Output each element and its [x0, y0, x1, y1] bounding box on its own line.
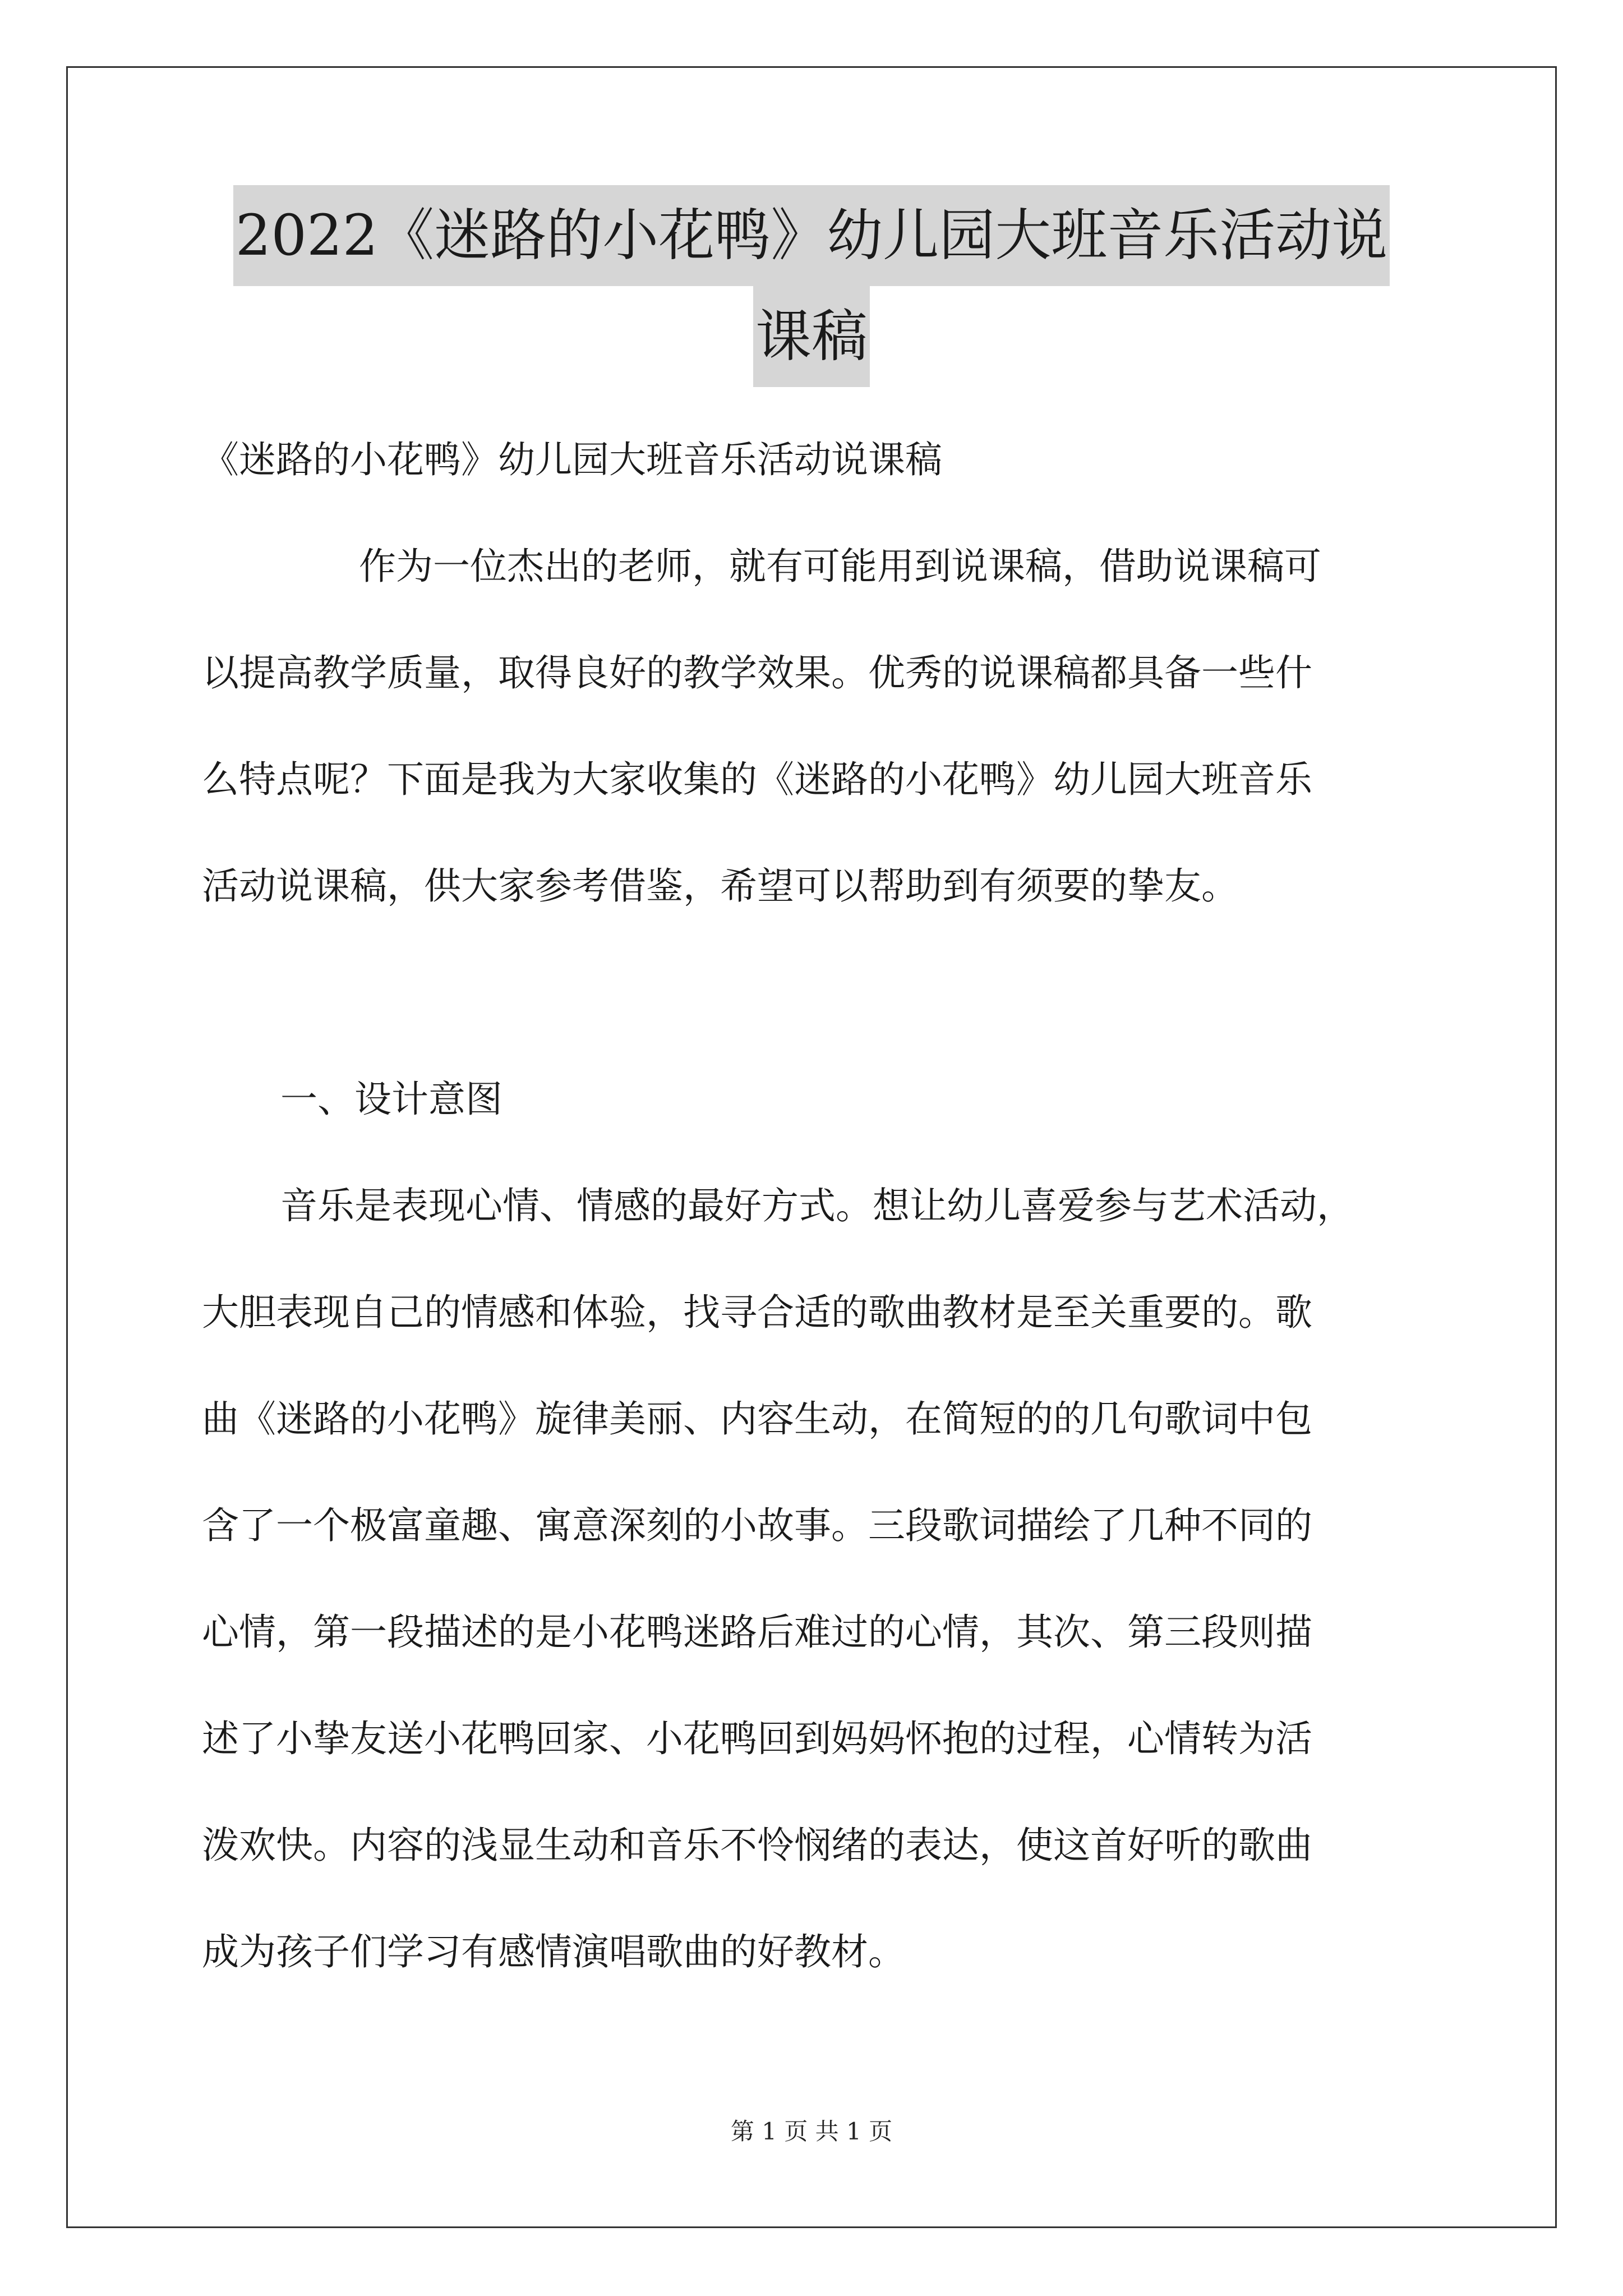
- body-line: 音乐是表现心情、情感的最好方式。想让幼儿喜爱参与艺术活动，: [280, 1184, 1354, 1227]
- section-heading: 一、设计意图: [280, 1078, 502, 1121]
- body-line: 大胆表现自己的情感和体验，找寻合适的歌曲教材是至关重要的。歌: [202, 1291, 1312, 1334]
- body-line: 曲《迷路的小花鸭》旋律美丽、内容生动，在简短的的几句歌词中包: [202, 1397, 1312, 1441]
- body-line: 心情，第一段描述的是小花鸭迷路后难过的心情，其次、第三段则描: [202, 1611, 1312, 1654]
- body-line: 泼欢快。内容的浅显生动和音乐不怜悯绪的表达，使这首好听的歌曲: [202, 1824, 1312, 1867]
- intro-line: 作为一位杰出的老师，就有可能用到说课稿，借助说课稿可: [359, 545, 1321, 588]
- intro-line: 么特点呢？下面是我为大家收集的《迷路的小花鸭》幼儿园大班音乐: [202, 758, 1312, 801]
- body-line: 成为孩子们学习有感情演唱歌曲的好教材。: [202, 1930, 905, 1973]
- intro-line: 以提高教学质量，取得良好的教学效果。优秀的说课稿都具备一些什: [202, 651, 1312, 694]
- page-border: [66, 66, 1557, 2228]
- body-line: 述了小挚友送小花鸭回家、小花鸭回到妈妈怀抱的过程，心情转为活: [202, 1717, 1312, 1760]
- document-subtitle: 《迷路的小花鸭》幼儿园大班音乐活动说课稿: [202, 438, 942, 481]
- title-line-1: 2022《迷路的小花鸭》幼儿园大班音乐活动说: [233, 185, 1390, 286]
- document-title: [90, 185, 1533, 387]
- intro-line: 活动说课稿，供大家参考借鉴，希望可以帮助到有须要的挚友。: [202, 864, 1238, 908]
- title-line-2: 课稿: [753, 286, 870, 387]
- page-number-footer: 第 1 页 共 1 页: [730, 2118, 893, 2145]
- body-line: 含了一个极富童趣、寓意深刻的小故事。三段歌词描绘了几种不同的: [202, 1504, 1312, 1547]
